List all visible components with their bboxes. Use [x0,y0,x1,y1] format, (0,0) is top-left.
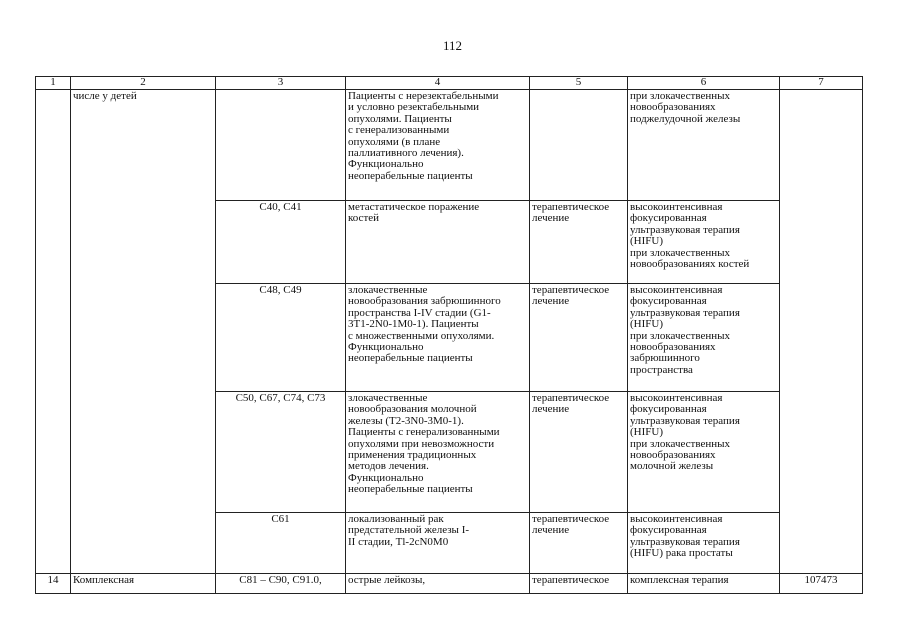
cell-price [780,201,863,284]
cell-model: Пациенты с нерезектабельными и условно резектабельными опухолями. Пациенты с генерализованными опухолями (в плане паллиативного лечения). Функционально неоперабельные пациенты [346,90,530,201]
cell-name: Комплексная [71,574,216,594]
cell-price [780,392,863,513]
cell-model: злокачественные новообразования забрюшинного пространства I-IV стадии (G1- 3T1-2N0-1M0-1). Пациенты с множественными опухолями. Функционально неоперабельные пациенты [346,284,530,392]
header-cell: 3 [216,77,346,90]
cell-number [36,392,71,513]
cell-name [71,392,216,513]
cell-price: 107473 [780,574,863,594]
cell-method: при злокачественных новообразованиях поджелудочной железы [628,90,780,201]
cell-name [71,201,216,284]
cell-type: терапевтическое лечение [530,392,628,513]
cell-type: терапевтическое лечение [530,201,628,284]
cell-name: числе у детей [71,90,216,201]
cell-number: 14 [36,574,71,594]
cell-number [36,284,71,392]
table-row [36,284,863,392]
page-number: 112 [442,38,463,53]
cell-code [216,90,346,201]
cell-price [780,284,863,392]
cell-method: высокоинтенсивная фокусированная ультразвуковая терапия (HIFU) при злокачественных новообразованиях костей [628,201,780,284]
cell-number [36,201,71,284]
cell-method: высокоинтенсивная фокусированная ультразвуковая терапия (HIFU) при злокачественных новообразованиях забрюшинного пространства [628,284,780,392]
data-table [35,76,863,594]
cell-type: терапевтическое [530,574,628,594]
cell-method: комплексная терапия [628,574,780,594]
cell-model: острые лейкозы, [346,574,530,594]
cell-code: C50, C67, C74, C73 [216,392,346,513]
cell-model: злокачественные новообразования молочной железы (T2-3N0-3M0-1). Пациенты с генерализованными опухолями при невозможности применения традиционных методов лечения. Функционально неоперабельные пациенты [346,392,530,513]
cell-code: C48, C49 [216,284,346,392]
cell-code: C40, C41 [216,201,346,284]
cell-method: высокоинтенсивная фокусированная ультразвуковая терапия (HIFU) при злокачественных новообразованиях молочной железы [628,392,780,513]
cell-name [71,284,216,392]
header-cell: 6 [628,77,780,90]
table-row [36,574,863,594]
cell-price [780,513,863,574]
table-row [36,90,863,201]
header-cell: 5 [530,77,628,90]
cell-number [36,90,71,201]
header-cell: 2 [71,77,216,90]
cell-model: метастатическое поражение костей [346,201,530,284]
cell-price [780,90,863,201]
cell-model: локализованный рак предстательной железы I- II стадии, Tl-2cN0M0 [346,513,530,574]
table-row [36,513,863,574]
table-row [36,201,863,284]
header-row [36,77,863,90]
header-cell: 1 [36,77,71,90]
header-cell: 7 [780,77,863,90]
cell-method: высокоинтенсивная фокусированная ультразвуковая терапия (HIFU) рака простаты [628,513,780,574]
cell-code: C81 – C90, C91.0, [216,574,346,594]
cell-type [530,90,628,201]
cell-number [36,513,71,574]
cell-code: C61 [216,513,346,574]
cell-name [71,513,216,574]
table-row [36,392,863,513]
cell-type: терапевтическое лечение [530,284,628,392]
header-cell: 4 [346,77,530,90]
cell-type: терапевтическое лечение [530,513,628,574]
